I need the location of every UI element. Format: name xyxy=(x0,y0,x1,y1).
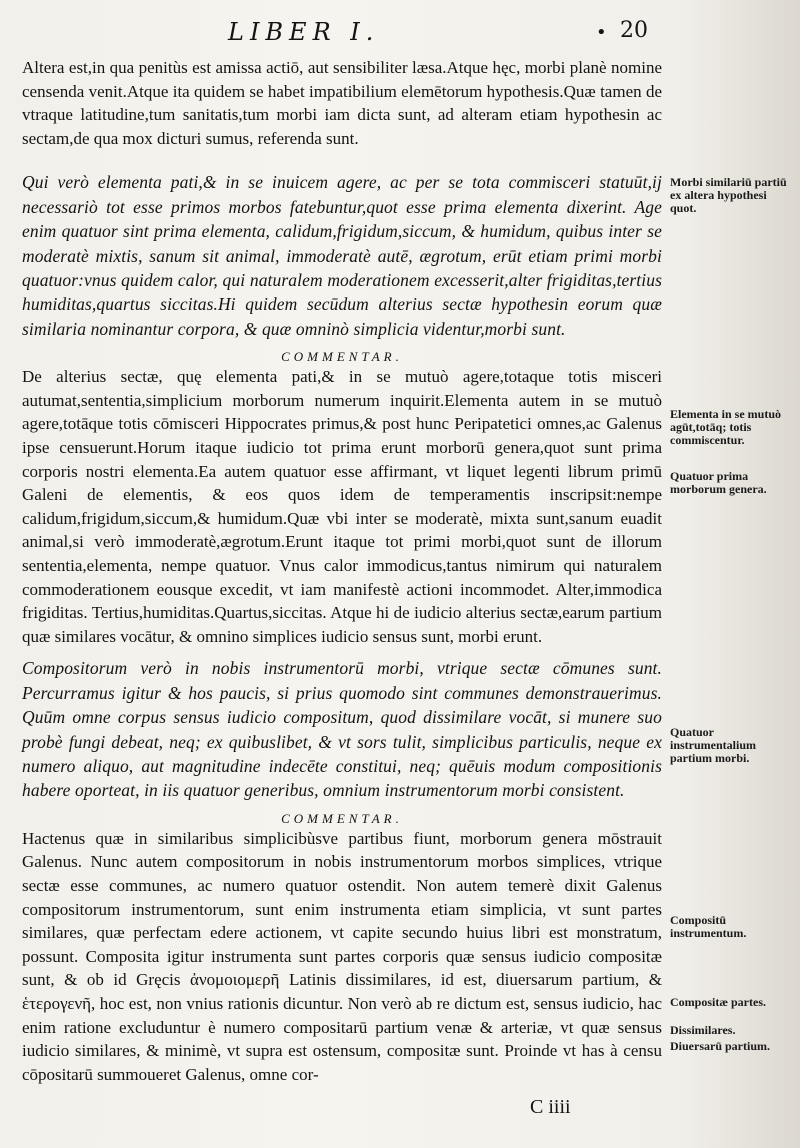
commentary-instruments: Hactenus quæ in similaribus simplicibùsve partibus fiunt, morborum genera mōstrauit Galenus. Nunc autem compositorum in nobis instrumentorum morbos simplices, vtrique sectæ esse communes, ac numero quatuor ostendit. Non autem temerè dixit Galenus compositorum instrumentorum, sunt enim instrumenta etiam simplicia, vt sunt partes similares, quæ perfectam edere actionem, vt capite secundo huius libri est monstratum, possunt. Composita igitur instrumenta sunt partes corporis quæ sensus iudicio compositæ sunt, & ob id Gręcis ἀνομοιομερῆ Latinis dissimilares, id est, diuersarum partium, & ἑτερογενῆ, hoc est, non vnius rationis dicuntur. Non verò ab re dictum est, sensus iudicio, hac enim ratione excluduntur è numero compositarū partium venæ & arteriæ, vt quæ sensus iudicio similares, & minimè, vt supra est ostensum, compositæ sunt. Proinde vt has à censu cōpositarū summoueret Galenus, omne cor- xyxy=(22,828,662,1084)
running-header xyxy=(0,18,800,48)
commentary-heading-2: COMMENTAR. xyxy=(281,810,403,826)
galen-text-elements: Qui verò elementa pati,& in se inuicem agere, ac per se tota commisceri statuūt,ij necessariò tot esse primos morbos fatebuntur,quot esse prima elementa dixerint. Age enim quatuor sint prima elementa, calidum,frigidum,siccum, & humidum, quibus inter se moderatè mixtis, sanum sit animal, immoderatè autē, ægrotum, erūt etiam primi morbi quatuor:vnus quidem calor, qui naturalem moderationem excesserit,alter frigiditas,tertius humiditas,quartus siccitas.Hi quidem secūdum alterius sectæ hypothesin eorum quæ similaria nominantur corpora, & quæ omninò simplicia videntur,morbi sunt. xyxy=(22,172,662,339)
margin-note-diuersarum-partium: Diuersarū partium. xyxy=(670,1039,770,1053)
commentary-heading: COMMENTAR. xyxy=(281,349,403,365)
commentary-elements: De alterius sectæ, quę elementa pati,& in se mutuò agere,totaque totis misceri autumat,sententia,simplicium morborum numerum inquirit.Elementa autem in se mutuò agere,totāque totis cōmisceri Hippocrates primus,& post hunc Peripatetici omnes,ac Galenus ipse censuerunt.Horum itaque iudicio tot prima erunt morborū genera,quot sunt prima corporis nostri elementa.Ea autem quatuor esse affirmant, vt liquet legenti librum primū Galeni de elementis, & eos quos idem de temperamentis inscripsit:nempe calidum,frigidum,siccum,& humidum.Quæ vbi inter se moderatè, mixta sunt,sanum euadit animal,si verò immoderatè,ægrotum.Erunt itaque tot primi morbi,quot sunt de illorum sententia,elementa, nempe quatuor. Vnus calor immodicus,tantus nimirum qui naturalem commoderationem eousque excedit, vt iam manifestè actioni incommodet. Alter,immodica frigiditas. Tertius,humiditas.Quartus,siccitas. Atque hi de iudicio alterius sectæ,earum partium quæ similares vocātur, & omnino simplices iudicio sensus sunt, morbi erunt. xyxy=(22,367,662,646)
margin-note-morbi-similarium: Morbi similariū partiū ex altera hypothesi quot. xyxy=(670,175,787,215)
margin-note-quatuor-instrumentalium: Quatuor instrumentalium partium morbi. xyxy=(670,725,757,765)
running-title: LIBER I. xyxy=(228,18,380,46)
galen-text-instruments: Compositorum verò in nobis instrumentorū morbi, vtrique sectæ cōmunes sunt. Percurramus igitur & hos paucis, si prius quomodo sint communes demonstrauerimus. Quūm omne corpus sensus iudicio compositum, quod dissimilare vocāt, si munere suo probè fungi debeat, neq; ex quibuslibet, & vt sors tulit, simplicibus particulis, neque ex numero aliquo, aut magnitudine indecēte constitui, neq; quēuis modum compositionis habere oporteat, in iis quatuor generibus, omnium instrumentorum morbi consistent. xyxy=(22,658,662,801)
page-number: 20 xyxy=(620,18,648,43)
margin-note-compositae-partes: Compositæ partes. xyxy=(670,995,766,1009)
header-ornament: • xyxy=(596,22,607,43)
margin-note-elementa: Elementa in se mutuò agūt,totāq; totis commiscentur. xyxy=(670,407,781,447)
margin-note-quatuor-prima: Quatuor prima morborum genera. xyxy=(670,469,767,496)
main-text-column xyxy=(22,56,662,1094)
signature-mark: C iiii xyxy=(530,1096,571,1118)
margin-note-compositum-instrumentum: Compositū instrumentum. xyxy=(670,913,747,940)
paragraph-hypothesis-end: Altera est,in qua penitùs est amissa actiō, aut sensibiliter læsa.Atque hęc, morbi planè nomine censenda venit.Atque ita quidem se habet impatibilium elemētorum hypothesis.Quæ tamen de vtraque latitudine,tum sanitatis,tum morbi iam dicta sunt, ad alteram etiam hypothesin ac sectam,de qua mox dicturi sumus, referenda sunt. xyxy=(22,58,662,148)
margin-note-dissimilares: Dissimilares. xyxy=(670,1023,736,1037)
